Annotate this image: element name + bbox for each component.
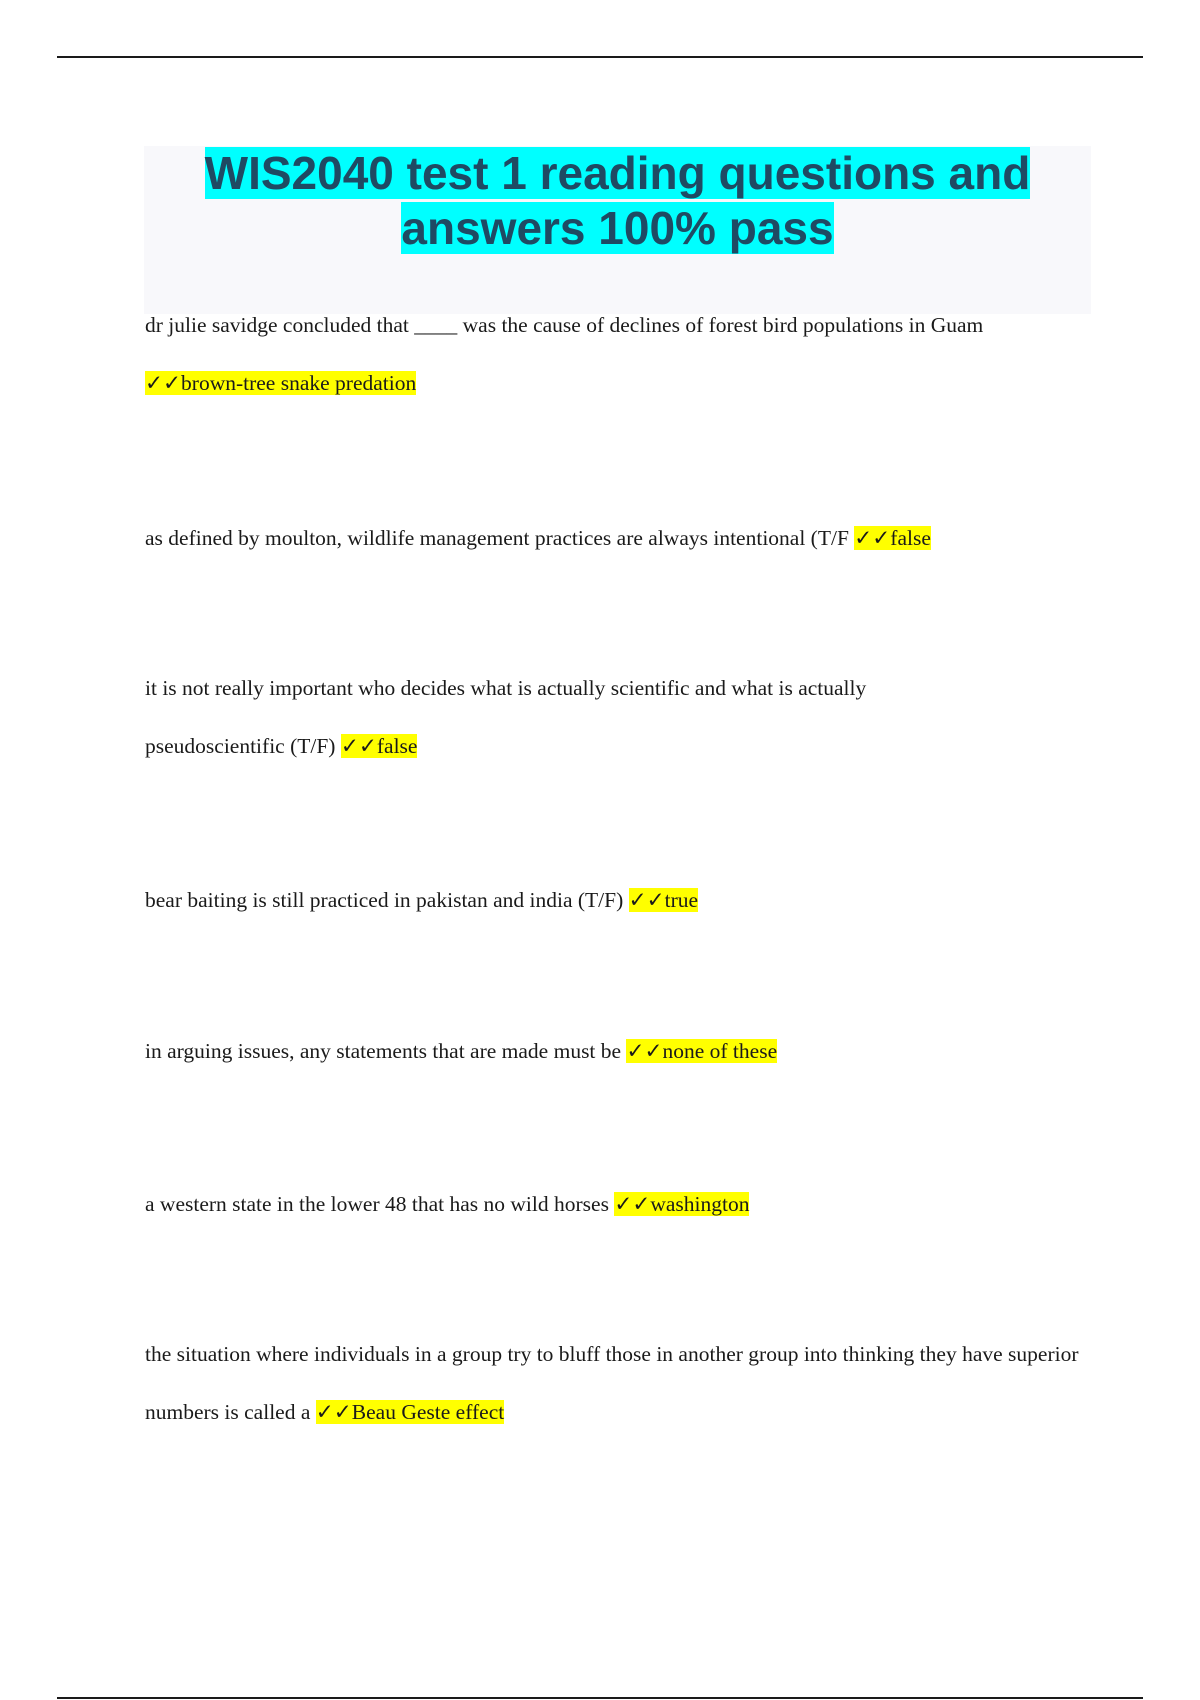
answer-text: ✓✓false — [340, 734, 418, 758]
answer-text: ✓✓false — [854, 526, 931, 550]
qa-item-5 — [145, 1022, 1095, 1080]
question-text: the situation where individuals in a group try to bluff those in another group into thinking they have superior numbers is called a — [145, 1342, 1079, 1424]
answer-text: ✓✓brown-tree snake predation — [145, 371, 417, 395]
question-text: in arguing issues, any statements that are made must be — [145, 1039, 622, 1063]
question-text: it is not really important who decides what is actually scientific and what is actually pseudoscientific (T/F) — [145, 676, 867, 758]
qa-item-3 — [145, 659, 975, 775]
qa-item-7 — [145, 1325, 1080, 1441]
qa-item-2 — [145, 509, 1095, 567]
question-text: as defined by moulton, wildlife management practices are always intentional (T/F — [145, 526, 849, 550]
title-panel — [144, 146, 1091, 314]
answer-text: ✓✓true — [628, 888, 699, 912]
qa-item-1 — [145, 296, 1095, 412]
qa-item-4 — [145, 871, 1095, 929]
question-text: dr julie savidge concluded that ____ was the cause of declines of forest bird populations in Guam — [145, 313, 984, 337]
answer-text: ✓✓washington — [614, 1192, 750, 1216]
answer-text: ✓✓Beau Geste effect — [315, 1400, 505, 1424]
question-text: a western state in the lower 48 that has no wild horses — [145, 1192, 609, 1216]
answer-text: ✓✓none of these — [626, 1039, 778, 1063]
top-rule — [57, 56, 1143, 58]
document-title-text: WIS2040 test 1 reading questions and answers 100% pass — [204, 147, 1031, 254]
bottom-rule — [57, 1697, 1143, 1699]
qa-item-6 — [145, 1175, 1095, 1233]
document-title — [144, 146, 1091, 256]
question-text: bear baiting is still practiced in pakistan and india (T/F) — [145, 888, 624, 912]
